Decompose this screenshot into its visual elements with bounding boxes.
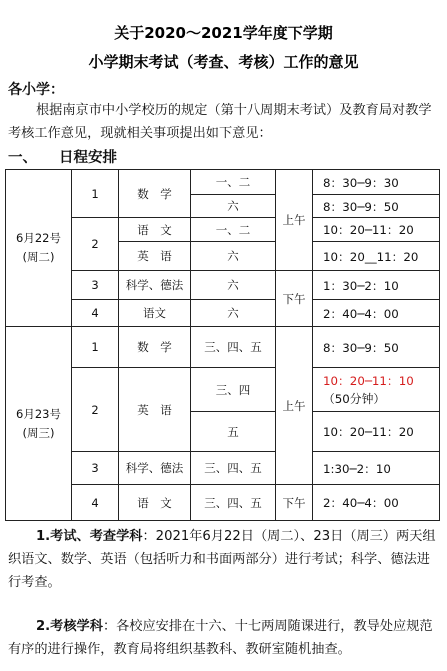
- time-cell: 10：20─11：20: [313, 412, 440, 452]
- table-row: [6, 485, 440, 521]
- time-cell: 1：30─2：10: [313, 271, 440, 300]
- time-cell: 1:30─2：10: [313, 452, 440, 485]
- time-cell: 8：30─9：50: [313, 327, 440, 368]
- number-cell: 2: [72, 368, 119, 452]
- grade-cell: 五: [191, 412, 276, 452]
- number-cell: 3: [72, 271, 119, 300]
- number-cell: 4: [72, 485, 119, 521]
- grade-cell: 六: [191, 300, 276, 327]
- section-title: 日程安排: [59, 150, 117, 166]
- grade-cell: 一、二: [191, 170, 276, 195]
- grade-cell: 三、四、五: [191, 327, 276, 368]
- period-cell: 上午: [276, 170, 313, 271]
- time-cell: 8：30─9：30: [313, 170, 440, 195]
- grade-cell: 一、二: [191, 218, 276, 242]
- time-cell: 2：40─4：00: [313, 485, 440, 521]
- table-row: [6, 170, 440, 195]
- table-row: [6, 368, 440, 412]
- time-note: （50分钟）: [323, 391, 386, 406]
- subject-cell: 英 语: [119, 242, 191, 271]
- table-row: [6, 452, 440, 485]
- section-number: 一、: [8, 150, 37, 166]
- subject-cell: 数 学: [119, 327, 191, 368]
- paragraph-body: ：2021年6月22日（周二）、23日（周三）两天组织语文、数学、英语（包括听力和书面两部分）进行考试；科学、德法进行考查。: [8, 529, 436, 590]
- subject-cell: 语文: [119, 300, 191, 327]
- paragraph-exam-subjects: [8, 525, 440, 594]
- paragraph-lead: 1.考试、考查学科: [36, 529, 143, 544]
- subject-cell: 数 学: [119, 170, 191, 218]
- table-row: [6, 218, 440, 242]
- subject-cell: 科学、德法: [119, 452, 191, 485]
- table-row: [6, 327, 440, 368]
- doc-title-line1: 关于2020～2021学年度下学期: [114, 24, 333, 42]
- time-cell: [313, 368, 440, 412]
- number-cell: 2: [72, 218, 119, 271]
- time-cell: 2：40─4：00: [313, 300, 440, 327]
- time-cell: 8：30─9：50: [313, 195, 440, 218]
- schedule-table: [5, 169, 440, 521]
- grade-cell: 三、四、五: [191, 485, 276, 521]
- table-row: [6, 300, 440, 327]
- time-cell: 10：20─11：20: [313, 218, 440, 242]
- number-cell: 1: [72, 170, 119, 218]
- number-cell: 4: [72, 300, 119, 327]
- paragraph-body: ：各校应安排在十六、十七两周随课进行，教导处应规范有序的进行操作，教育局将组织基教科、教研室随机抽查。: [8, 619, 433, 657]
- table-row: [6, 271, 440, 300]
- date-cell: 6月23号 (周三): [6, 327, 72, 521]
- time-cell: 10：20__11：20: [313, 242, 440, 271]
- subject-cell: 英 语: [119, 368, 191, 452]
- period-cell: 下午: [276, 485, 313, 521]
- subject-cell: 语 文: [119, 218, 191, 242]
- paragraph-lead: 2.考核学科: [36, 619, 103, 634]
- period-cell: 下午: [276, 271, 313, 327]
- number-cell: 1: [72, 327, 119, 368]
- section-heading: [8, 146, 117, 167]
- date-cell: 6月22号 (周二): [6, 170, 72, 327]
- subject-cell: 科学、德法: [119, 271, 191, 300]
- grade-cell: 六: [191, 195, 276, 218]
- period-cell: 上午: [276, 327, 313, 485]
- doc-title-line2: 小学期末考试（考查、考核）工作的意见: [88, 53, 359, 71]
- grade-cell: 六: [191, 242, 276, 271]
- grade-cell: 三、四: [191, 368, 276, 412]
- grade-cell: 六: [191, 271, 276, 300]
- intro-paragraph: 根据南京市中小学校历的规定（第十八周期末考试）及教育局对教学考核工作意见，现就相关事项提出如下意见：: [8, 103, 432, 141]
- greeting: 各小学：: [8, 82, 64, 98]
- grade-cell: 三、四、五: [191, 452, 276, 485]
- paragraph-assessment-subjects: [8, 615, 440, 661]
- subject-cell: 语 文: [119, 485, 191, 521]
- number-cell: 3: [72, 452, 119, 485]
- time-highlight: 10：20─11：10: [323, 373, 414, 388]
